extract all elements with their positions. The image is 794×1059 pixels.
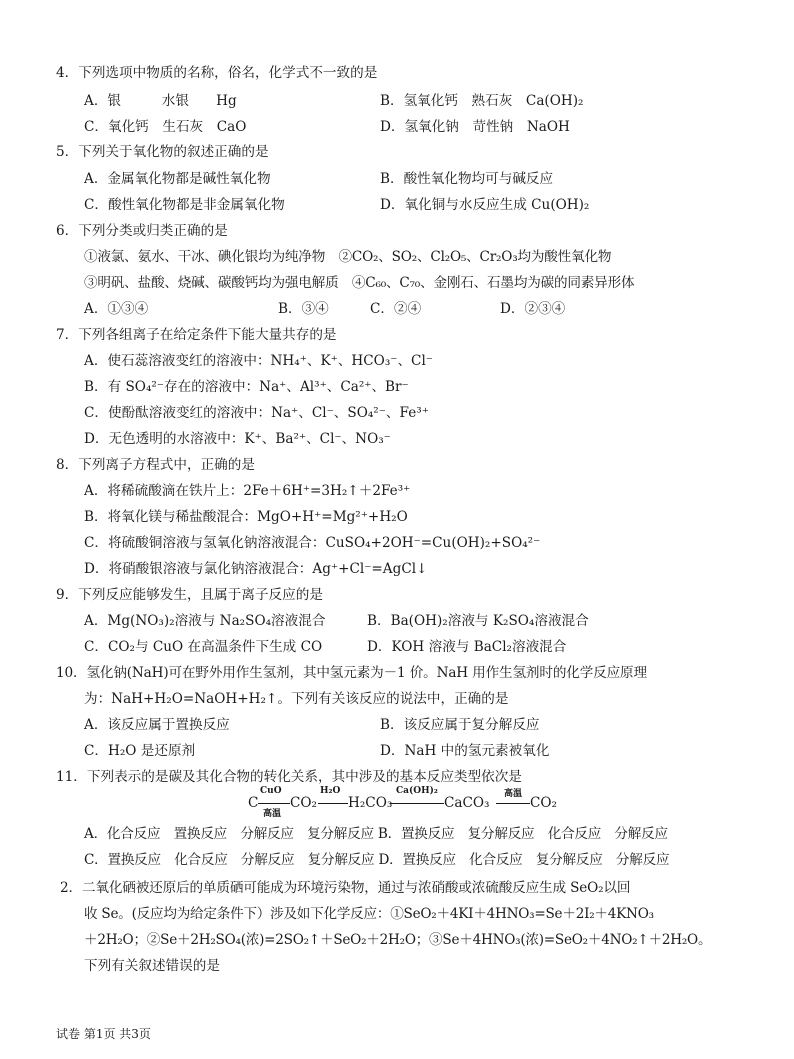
q8-option-b: B．将氧化镁与稀盐酸混合：MgO+H⁺=Mg²⁺+H₂O	[84, 509, 408, 525]
page-footer: 试卷 第1页 共3页	[56, 1027, 151, 1041]
q10-options-cd	[84, 741, 550, 763]
eq-arrow4-top: 高温	[504, 789, 523, 799]
eq-arrow3-top: Ca(OH)₂	[396, 786, 438, 796]
q10-option-a: A．该反应属于置换反应	[84, 717, 230, 733]
eq-arrow1-top: CuO	[260, 786, 282, 796]
q4-option-b: B．氢氧化钙 熟石灰 Ca(OH)₂	[380, 93, 584, 109]
q5-option-b: B．酸性氧化物均可与碱反应	[380, 171, 554, 187]
eq-co2-final: CO₂	[530, 795, 557, 811]
q10-option-b: B．该反应属于复分解反应	[380, 717, 540, 733]
q6-option-d: D．②③④	[500, 301, 566, 317]
q12-line2: 收 Se。(反应均为给定条件下）涉及如下化学反应：①SeO₂＋4KI＋4HNO₃=Se＋2I₂＋4KNO₃	[84, 906, 654, 922]
q7-option-b: B．有 SO₄²⁻存在的溶液中：Na⁺、Al³⁺、Ca²⁺、Br⁻	[84, 379, 409, 395]
q5-options-cd	[84, 195, 590, 217]
q12-line3: ＋2H₂O；②Se＋2H₂SO₄(浓)=2SO₂↑＋SeO₂＋2H₂O；③Se＋4HNO₃(浓)=SeO₂＋4NO₂↑＋2H₂O。	[84, 932, 712, 948]
eq-arrow3-line	[390, 803, 444, 804]
q5-option-a: A．金属氧化物都是碱性氧化物	[84, 171, 271, 187]
q10-option-c: C．H₂O 是还原剂	[84, 743, 196, 759]
q4-options-ab	[84, 91, 584, 113]
q7-option-d: D．无色透明的水溶液中：K⁺、Ba²⁺、Cl⁻、NO₃⁻	[84, 431, 391, 447]
q5-option-c: C．酸性氧化物都是非金属氧化物	[84, 197, 285, 213]
eq-arrow1-bottom: 高温	[263, 809, 282, 819]
q5-stem: 5．下列关于氧化物的叙述正确的是	[56, 144, 269, 160]
q4-option-c: C．氧化钙 生石灰 CaO	[84, 119, 247, 135]
eq-co2-first: CO₂	[290, 795, 317, 811]
q11-options-ab: A．化合反应 置换反应 分解反应 复分解反应 B．置换反应 复分解反应 化合反应 分解反应	[84, 826, 668, 842]
q6-option-b: B．③④	[278, 301, 329, 317]
q9-option-b: B．Ba(OH)₂溶液与 K₂SO₄溶液混合	[367, 613, 589, 629]
q10-stem-line2: 为：NaH+H₂O=NaOH+H₂↑。下列有关该反应的说法中，正确的是	[84, 691, 509, 707]
q9-options-cd	[84, 637, 567, 659]
q11-stem: 11．下列表示的是碳及其化合物的转化关系，其中涉及的基本反应类型依次是	[56, 769, 522, 785]
q9-option-a: A．Mg(NO₃)₂溶液与 Na₂SO₄溶液混合	[84, 613, 326, 629]
q8-option-a: A．将稀硫酸滴在铁片上：2Fe＋6H⁺=3H₂↑＋2Fe³⁺	[84, 483, 411, 499]
q8-stem: 8．下列离子方程式中，正确的是	[56, 457, 255, 473]
q9-stem: 9．下列反应能够发生，且属于离子反应的是	[56, 587, 323, 603]
q4-stem: 4．下列选项中物质的名称，俗名，化学式不一致的是	[56, 65, 378, 81]
q6-statements-1-2: ①液氯、氨水、干冰、碘化银均为纯净物 ②CO₂、SO₂、Cl₂O₅、Cr₂O₃均为酸性氧化物	[84, 249, 612, 265]
q5-options-ab	[84, 169, 554, 191]
q4-option-d: D．氢氧化钠 苛性钠 NaOH	[380, 119, 570, 135]
eq-h2co3: H₂CO₃	[348, 795, 393, 811]
q11-options-cd: C．置换反应 化合反应 分解反应 复分解反应 D．置换反应 化合反应 复分解反应 分解反应	[84, 852, 670, 868]
eq-carbon: C	[248, 795, 259, 811]
q9-options-ab	[84, 611, 589, 633]
q6-option-a: A．①③④	[84, 301, 149, 317]
q10-stem-line1: 10．氢化钠(NaH)可在野外用作生氢剂，其中氢元素为－1 价。NaH 用作生氢剂时的化学反应原理	[56, 665, 647, 681]
q12-line4: 下列有关叙述错误的是	[84, 958, 220, 974]
eq-caco3: CaCO₃	[444, 795, 490, 811]
q10-options-ab	[84, 715, 540, 737]
q6-stem: 6．下列分类或归类正确的是	[56, 223, 228, 239]
eq-arrow2-top: H₂O	[320, 786, 341, 796]
q6-statements-3-4: ③明矾、盐酸、烧碱、碳酸钙均为强电解质 ④C₆₀、C₇₀、金刚石、石墨均为碳的同素异形体	[84, 275, 635, 291]
eq-arrow2-line	[318, 803, 348, 804]
q4-options-cd	[84, 117, 570, 139]
eq-arrow4-line	[496, 803, 530, 804]
q7-option-a: A．使石蕊溶液变红的溶液中：NH₄⁺、K⁺、HCO₃⁻、Cl⁻	[84, 353, 433, 369]
q8-option-c: C．将硫酸铜溶液与氢氧化钠溶液混合：CuSO₄+2OH⁻=Cu(OH)₂+SO₄²⁻	[84, 535, 541, 551]
q6-option-c: C．②④	[370, 301, 422, 317]
q9-option-c: C．CO₂与 CuO 在高温条件下生成 CO	[84, 639, 323, 655]
q12-line1: 2．二氧化硒被还原后的单质硒可能成为环境污染物，通过与浓硝酸或浓硫酸反应生成 SeO₂以回	[60, 880, 631, 896]
q11-conversion-chain	[248, 786, 568, 819]
q7-stem: 7．下列各组离子在给定条件下能大量共存的是	[56, 327, 337, 343]
q9-option-d: D．KOH 溶液与 BaCl₂溶液混合	[367, 639, 567, 655]
q10-option-d: D．NaH 中的氢元素被氧化	[380, 743, 550, 759]
q8-option-d: D．将硝酸银溶液与氯化钠溶液混合：Ag⁺+Cl⁻=AgCl↓	[84, 561, 428, 577]
q4-option-a: A．银 水银 Hg	[84, 93, 237, 109]
q5-option-d: D．氧化铜与水反应生成 Cu(OH)₂	[380, 197, 590, 213]
eq-arrow1-line	[258, 803, 290, 804]
q7-option-c: C．使酚酞溶液变红的溶液中：Na⁺、Cl⁻、SO₄²⁻、Fe³⁺	[84, 405, 429, 421]
